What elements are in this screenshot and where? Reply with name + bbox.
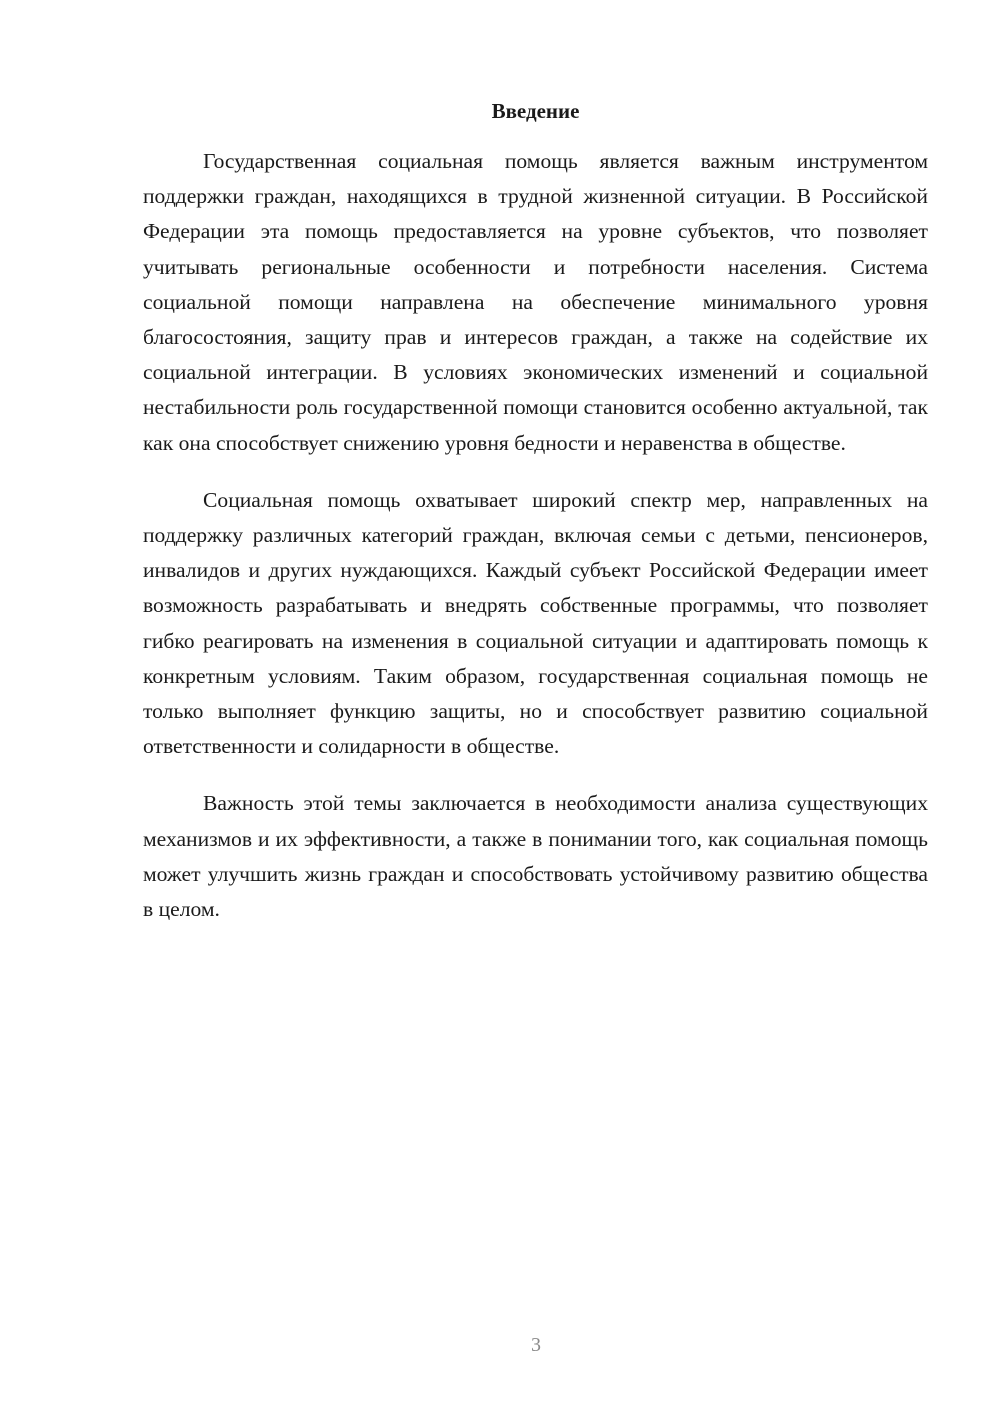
page-title: Введение [491,99,580,123]
paragraph-2: Социальная помощь охватывает широкий спектр мер, направленных на поддержку различных категорий граждан, включая семьи с детьми, пенсионеров, инвалидов и других нуждающихся. Каждый субъект Российской Федерации имеет возможность разрабатывать и внедрять собственные программы, что позволяет гибко реагировать на изменения в социальной ситуации и адаптировать помощь к конкретным условиям. Таким образом, государственная социальная помощь не только выполняет функцию защиты, но и способствует развитию социальной ответственности и солидарности в обществе. [143,487,928,759]
document-body [143,144,928,949]
page-number: 3 [531,1334,541,1356]
paragraph-3: Важность этой темы заключается в необходимости анализа существующих механизмов и их эффективности, а также в понимании того, как социальная помощь может улучшить жизнь граждан и способствовать устойчивому развитию общества в целом. [143,791,928,922]
paragraph-1: Государственная социальная помощь является важным инструментом поддержки граждан, находящихся в трудной жизненной ситуации. В Российской Федерации эта помощь предоставляется на уровне субъектов, что позволяет учитывать региональные особенности и потребности населения. Система социальной помощи направлена на обеспечение минимального уровня благосостояния, защиту прав и интересов граждан, а также на содействие их социальной интеграции. В условиях экономических изменений и социальной нестабильности роль государственной помощи становится особенно актуальной, так как она способствует снижению уровня бедности и неравенства в обществе. [143,149,928,455]
